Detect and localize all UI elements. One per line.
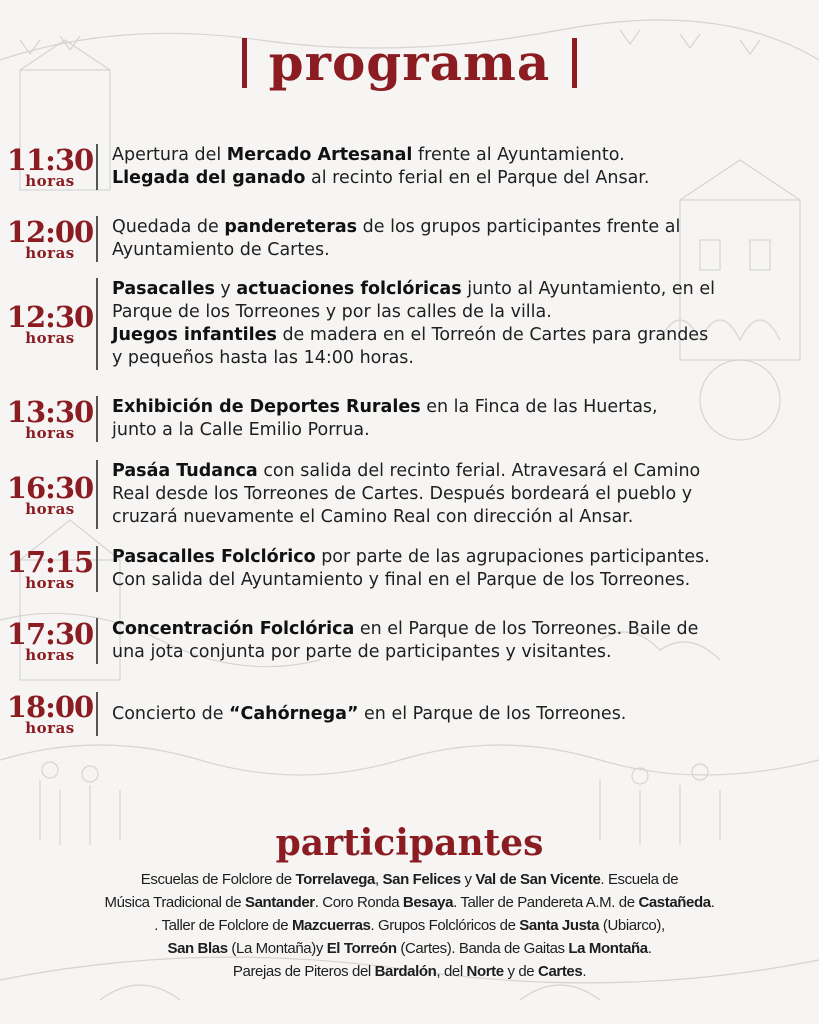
time-label xyxy=(8,217,92,261)
time-unit: horas xyxy=(25,719,75,737)
description-segment: con salida del recinto ferial. Atravesará el Camino xyxy=(257,461,701,481)
schedule-description xyxy=(112,703,626,726)
description-line xyxy=(112,239,680,262)
description-segment: de los grupos participantes frente al xyxy=(357,217,681,237)
time-label xyxy=(8,547,92,591)
description-segment: Mercado Artesanal xyxy=(226,145,413,165)
participant-segment: El Torreón xyxy=(326,940,397,957)
description-line xyxy=(112,216,680,239)
description-line xyxy=(112,167,649,190)
description-segment: Juegos infantiles xyxy=(112,325,277,345)
participant-segment: . xyxy=(710,894,715,911)
description-segment: pandereteras xyxy=(224,217,358,237)
participant-segment: , del xyxy=(436,963,467,980)
participant-segment: San Blas xyxy=(167,940,228,957)
description-segment: junto al Ayuntamiento, en el xyxy=(461,279,715,299)
description-segment: frente al Ayuntamiento. xyxy=(412,145,625,165)
page-title: programa xyxy=(268,33,551,92)
time-value: 12:00 xyxy=(6,215,94,249)
participants-line xyxy=(20,891,799,914)
description-segment: Con salida del Ayuntamiento y final en el Parque de los Torreones. xyxy=(112,570,691,590)
time-unit: horas xyxy=(25,574,75,592)
time-divider xyxy=(96,396,98,442)
description-segment: Quedada de xyxy=(112,217,225,237)
description-segment: de madera en el Torreón de Cartes para grandes xyxy=(276,325,709,345)
description-segment: actuaciones folclóricas xyxy=(236,279,462,299)
time-value: 12:30 xyxy=(6,300,94,334)
time-unit: horas xyxy=(25,244,75,262)
description-line xyxy=(112,301,715,324)
participant-segment: Cartes xyxy=(538,963,583,980)
participant-segment: . Escuela de xyxy=(600,871,679,888)
description-line xyxy=(112,460,700,483)
participant-segment: . xyxy=(647,940,652,957)
description-segment: una jota conjunta por parte de participantes y visitantes. xyxy=(112,642,612,662)
description-segment: por parte de las agrupaciones participantes. xyxy=(315,547,710,567)
participant-segment: , xyxy=(374,871,383,888)
description-line xyxy=(112,641,698,664)
time-value: 18:00 xyxy=(6,690,94,724)
description-line xyxy=(112,278,715,301)
participant-segment: (Ubiarco), xyxy=(599,917,665,934)
participant-segment: . Taller de Pandereta A.M. de xyxy=(453,894,639,911)
participant-segment: Mazcuerras xyxy=(291,917,371,934)
description-line xyxy=(112,506,700,529)
participant-segment: Val de San Vicente xyxy=(475,871,601,888)
participants-line xyxy=(20,914,799,937)
schedule-item xyxy=(8,460,808,529)
time-value: 17:30 xyxy=(6,617,94,651)
description-segment: Pasacalles Folclórico xyxy=(112,547,316,567)
description-line xyxy=(112,483,700,506)
schedule-description xyxy=(112,144,649,190)
time-label xyxy=(8,619,92,663)
time-divider xyxy=(96,216,98,262)
time-label xyxy=(6,470,94,518)
time-divider xyxy=(96,692,98,736)
description-line xyxy=(112,347,715,370)
description-segment: Concentración Folclórica xyxy=(112,619,355,639)
description-line xyxy=(112,618,698,641)
time-divider xyxy=(96,144,98,190)
participants-title: participantes xyxy=(275,822,544,864)
time-unit: horas xyxy=(25,424,75,442)
participants-line xyxy=(20,937,799,960)
participant-segment: Escuelas de Folclore de xyxy=(140,871,296,888)
description-line xyxy=(112,703,626,726)
participant-segment: Santander xyxy=(244,894,315,911)
description-segment: en la Finca de las Huertas, xyxy=(420,397,658,417)
participant-segment: Parejas de Piteros del xyxy=(232,963,375,980)
description-segment: Real desde los Torreones de Cartes. Después bordeará el pueblo y xyxy=(112,484,693,504)
participant-segment: y xyxy=(460,871,476,888)
participant-segment: (Cartes). Banda de Gaitas xyxy=(396,940,569,957)
participant-segment: Música Tradicional de xyxy=(104,894,245,911)
participant-segment: . Grupos Folclóricos de xyxy=(370,917,520,934)
participant-segment: (La Montaña)y xyxy=(227,940,327,957)
participant-segment: . Taller de Folclore de xyxy=(154,917,292,934)
description-segment: Pasáa Tudanca xyxy=(112,461,258,481)
description-segment: Exhibición de Deportes Rurales xyxy=(112,397,421,417)
description-segment: Pasacalles xyxy=(112,279,215,299)
time-label xyxy=(8,692,92,736)
participant-segment: Santa Justa xyxy=(519,917,600,934)
time-unit: horas xyxy=(25,329,75,347)
time-label xyxy=(8,397,92,441)
schedule-item xyxy=(8,278,808,370)
description-segment: y xyxy=(214,279,237,299)
description-segment: al recinto ferial en el Parque del Ansar. xyxy=(305,168,650,188)
schedule-item xyxy=(8,692,808,736)
schedule-description xyxy=(112,460,700,529)
time-unit: horas xyxy=(25,499,75,518)
participant-segment: y de xyxy=(503,963,539,980)
time-value: 13:30 xyxy=(6,395,94,429)
description-segment: junto a la Calle Emilio Porrua. xyxy=(112,420,370,440)
time-divider xyxy=(96,278,98,370)
time-divider xyxy=(96,460,98,529)
participant-segment: Norte xyxy=(466,963,504,980)
description-segment: en el Parque de los Torreones. xyxy=(358,703,627,724)
description-segment: “Cahórnega” xyxy=(229,703,359,724)
description-line xyxy=(112,569,710,592)
time-value: 17:15 xyxy=(6,545,94,579)
time-value: 11:30 xyxy=(6,143,94,177)
description-line xyxy=(112,324,715,347)
description-line xyxy=(112,546,710,569)
participants-list xyxy=(20,868,799,983)
participant-segment: Torrelavega xyxy=(295,871,375,888)
schedule-item xyxy=(8,144,808,190)
participants-line xyxy=(20,868,799,891)
schedule-description xyxy=(112,618,698,664)
title-bar-right xyxy=(572,38,577,88)
description-segment: Ayuntamiento de Cartes. xyxy=(112,240,330,260)
description-line xyxy=(112,419,658,442)
time-label xyxy=(8,302,92,346)
description-line xyxy=(112,144,649,167)
description-segment: Parque de los Torreones y por las calles de la villa. xyxy=(112,302,552,322)
schedule-description xyxy=(112,278,715,370)
time-unit: horas xyxy=(25,172,75,190)
title-row xyxy=(0,33,819,92)
schedule-description xyxy=(112,546,710,592)
description-segment: y pequeños hasta las 14:00 horas. xyxy=(112,348,414,368)
time-divider xyxy=(96,618,98,664)
participant-segment: Castañeda xyxy=(638,894,711,911)
participant-segment: La Montaña xyxy=(568,940,648,957)
participant-segment: . Coro Ronda xyxy=(314,894,403,911)
title-bar-left xyxy=(242,38,247,88)
time-unit: horas xyxy=(25,646,75,664)
time-divider xyxy=(96,546,98,592)
description-segment: Concierto de xyxy=(112,703,230,724)
participant-segment: Bardalón xyxy=(374,963,437,980)
schedule-item xyxy=(8,546,808,592)
participants-line xyxy=(20,960,799,983)
participant-segment: . xyxy=(582,963,587,980)
description-segment: Llegada del ganado xyxy=(112,168,306,188)
description-line xyxy=(112,396,658,419)
time-label xyxy=(8,145,92,189)
description-segment: en el Parque de los Torreones. Baile de xyxy=(354,619,699,639)
schedule-item xyxy=(8,216,808,262)
description-segment: cruzará nuevamente el Camino Real con dirección al Ansar. xyxy=(112,507,634,527)
schedule-item xyxy=(8,396,808,442)
schedule-item xyxy=(8,618,808,664)
schedule-description xyxy=(112,216,680,262)
schedule-description xyxy=(112,396,658,442)
participant-segment: San Felices xyxy=(382,871,461,888)
time-value: 16:30 xyxy=(6,470,94,505)
participant-segment: Besaya xyxy=(402,894,454,911)
description-segment: Apertura del xyxy=(112,145,227,165)
